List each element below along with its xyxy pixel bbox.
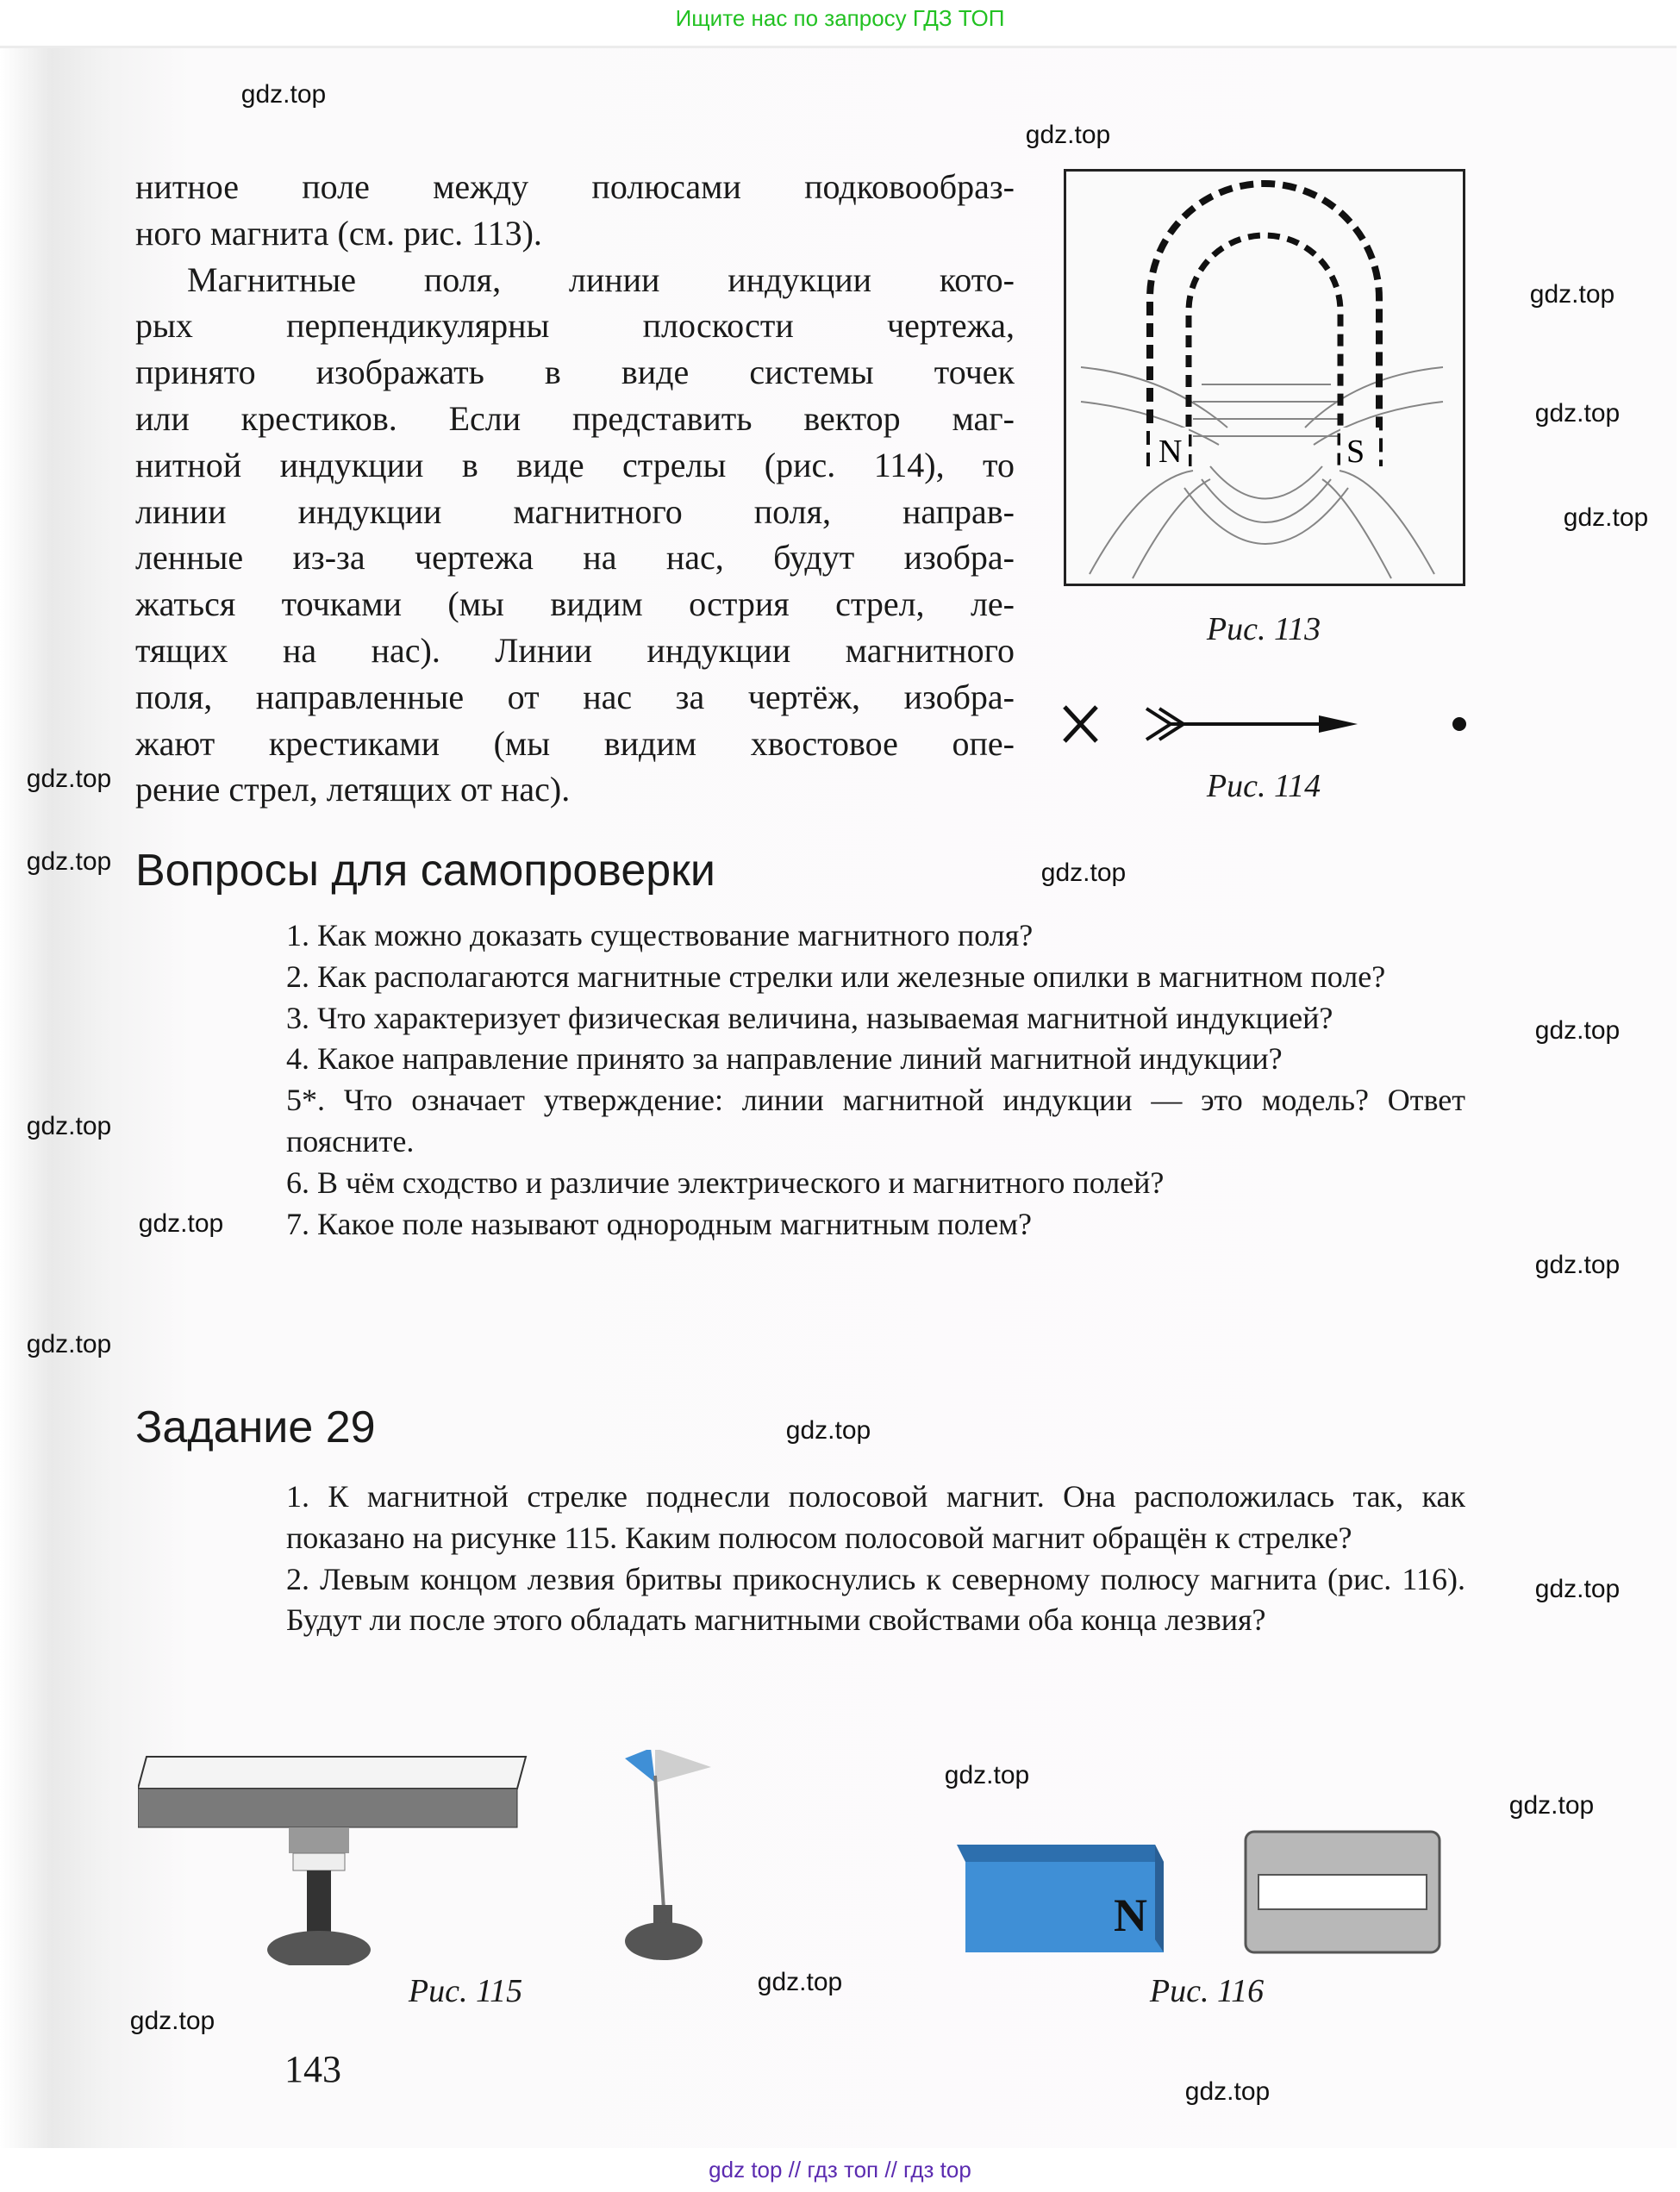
question-item: 7. Какое поле называют однородным магнитным полем? xyxy=(286,1206,1032,1241)
north-pole-label: N xyxy=(1159,434,1183,470)
watermark: gdz.top xyxy=(129,2007,215,2035)
watermark: gdz.top xyxy=(785,1416,871,1445)
watermark: gdz.top xyxy=(1040,859,1127,887)
figure-caption: Рис. 116 xyxy=(1149,1973,1265,2009)
body-paragraph xyxy=(135,164,1015,813)
task-list xyxy=(286,1477,1465,1641)
text-line: тящих на нас). Линии индукции магнитного xyxy=(135,630,1015,670)
task-item: 2. Левым концом лезвия бритвы прикоснулись к северному полюсу магнита (рис. 116). Будут ли после этого обладать магнитными свойствами оба конца лезвия? xyxy=(286,1561,1465,1638)
text-line: принято изображать в виде системы точек xyxy=(135,353,1015,392)
watermark: gdz.top xyxy=(138,1209,224,1238)
page-number: 143 xyxy=(284,2048,341,2090)
watermark: gdz.top xyxy=(240,80,327,109)
text-line: жают крестиками (мы видим хвостовое опе- xyxy=(135,723,1015,763)
footer-links[interactable]: gdz top // гдз топ // гдз top xyxy=(0,2148,1680,2192)
top-banner[interactable]: Ищите нас по запросу ГДЗ ТОП xyxy=(675,5,1005,31)
magnet-north-label: N xyxy=(1114,1889,1147,1941)
question-item: 1. Как можно доказать существование магнитного поля? xyxy=(286,918,1034,952)
watermark: gdz.top xyxy=(1508,1791,1595,1820)
watermark: gdz.top xyxy=(26,1112,112,1140)
figure-caption: Рис. 115 xyxy=(408,1973,523,2009)
text-line: поля, направленные от нас за чертёж, изобра- xyxy=(135,677,1015,716)
text-line: нитное поле между полюсами подковообраз- xyxy=(135,167,1015,206)
watermark: gdz.top xyxy=(1534,1251,1621,1279)
watermark: gdz.top xyxy=(1534,399,1621,428)
cross-icon xyxy=(1065,707,1096,741)
south-pole-label: S xyxy=(1346,434,1365,470)
question-item: 5*. Что означает утверждение: линии магнитной индукции — это модель? Ответ поясните. xyxy=(286,1083,1465,1158)
watermark: gdz.top xyxy=(1025,121,1111,149)
bar-magnet-and-razor-figure xyxy=(957,1827,1465,1965)
text-line: ленные из-за чертежа на нас, будут изобра- xyxy=(135,538,1015,578)
watermark: gdz.top xyxy=(1529,280,1615,309)
arrow-vector-figure xyxy=(1060,698,1474,750)
watermark: gdz.top xyxy=(26,1330,112,1358)
watermark: gdz.top xyxy=(1184,2077,1271,2106)
text-line: жаться точками (мы видим острия стрел, ле- xyxy=(135,584,1015,624)
section-heading: Вопросы для самопроверки xyxy=(135,846,715,896)
task-heading: Задание 29 xyxy=(135,1402,376,1452)
question-item: 2. Как располагаются магнитные стрелки или железные опилки в магнитном поле? xyxy=(286,959,1386,994)
question-item: 6. В чём сходство и различие электрического и магнитного полей? xyxy=(286,1165,1165,1200)
question-item: 3. Что характеризует физическая величина, называемая магнитной индукцией? xyxy=(286,1000,1333,1035)
text-line: линии индукции магнитного поля, направ- xyxy=(135,491,1015,531)
figure-caption: Рис. 113 xyxy=(1206,611,1321,647)
horseshoe-magnet-figure xyxy=(1064,169,1465,586)
text-line: Магнитные поля, линии индукции кото- xyxy=(187,259,1015,299)
text-line: рых перпендикулярны плоскости чертежа, xyxy=(135,306,1015,346)
arrow-icon xyxy=(1146,709,1336,740)
watermark: gdz.top xyxy=(944,1761,1030,1789)
figure-caption: Рис. 114 xyxy=(1206,768,1321,804)
watermark: gdz.top xyxy=(1563,503,1649,532)
watermark: gdz.top xyxy=(1534,1016,1621,1045)
watermark: gdz.top xyxy=(757,1968,843,1996)
watermark: gdz.top xyxy=(26,765,112,793)
text-line: нитной индукции в виде стрелы (рис. 114), то xyxy=(135,445,1015,484)
dot-icon xyxy=(1452,717,1466,731)
question-item: 4. Какое направление принято за направление линий магнитной индукции? xyxy=(286,1041,1283,1077)
text-line: или крестиков. Если представить вектор маг- xyxy=(135,398,1015,438)
task-item: 1. К магнитной стрелке поднесли полосовой магнит. Она расположилась так, как показано на рисунке 115. Каким полюсом полосовой магнит обращён к стрелке? xyxy=(286,1479,1465,1555)
question-list xyxy=(286,915,1465,1245)
watermark: gdz.top xyxy=(26,847,112,876)
magnet-and-needle-figure xyxy=(138,1750,810,1965)
text-line: рение стрел, летящих от нас). xyxy=(135,770,571,809)
watermark: gdz.top xyxy=(1534,1575,1621,1603)
text-line: ного магнита (см. рис. 113). xyxy=(135,213,542,253)
